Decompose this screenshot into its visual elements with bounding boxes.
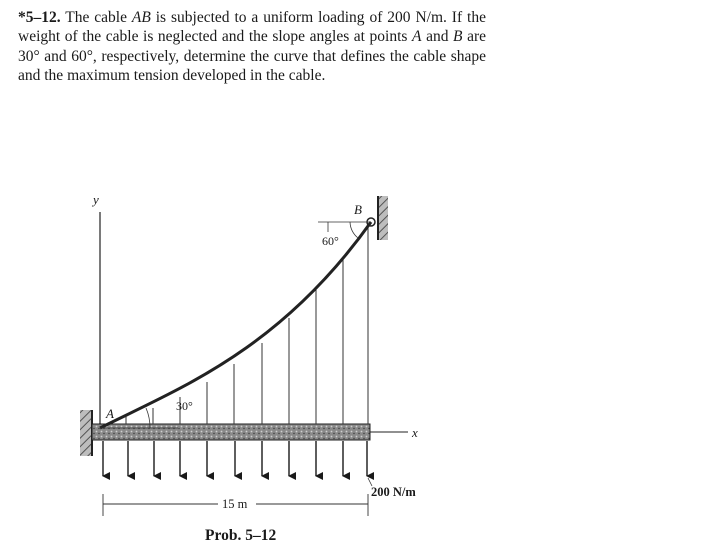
point-b-ref: B bbox=[453, 28, 463, 46]
point-a-ref: A bbox=[412, 28, 422, 46]
deck-beam bbox=[92, 424, 370, 440]
point-b-label: B bbox=[354, 202, 362, 217]
problem-text-and: and bbox=[421, 28, 454, 46]
angle-a-label: 30° bbox=[176, 399, 193, 413]
problem-text-2: is subjected to a uniform loading of 200 N/m. If the weight of the cable is neglected and the slope angles at points bbox=[18, 9, 486, 46]
problem-text-1: The cable bbox=[65, 9, 132, 26]
y-axis-label: y bbox=[93, 192, 99, 207]
hangers bbox=[126, 226, 368, 424]
point-a-label: A bbox=[106, 406, 114, 421]
load-label: 200 N/m bbox=[371, 485, 416, 499]
angle-b-label: 60° bbox=[322, 234, 339, 248]
cable-curve bbox=[100, 222, 371, 428]
right-wall-support bbox=[367, 196, 388, 240]
figure-caption: Prob. 5–12 bbox=[205, 527, 277, 544]
cable-name: AB bbox=[131, 9, 151, 26]
problem-text-3: are 30° and 60°, respectively, determine the curve that defines the cable shape and the maximum tension developed in the cable. bbox=[18, 28, 486, 85]
load-arrows bbox=[103, 441, 367, 476]
x-axis-label: x bbox=[412, 425, 418, 440]
span-label: 15 m bbox=[222, 497, 248, 511]
problem-number: *5–12. bbox=[18, 9, 61, 26]
